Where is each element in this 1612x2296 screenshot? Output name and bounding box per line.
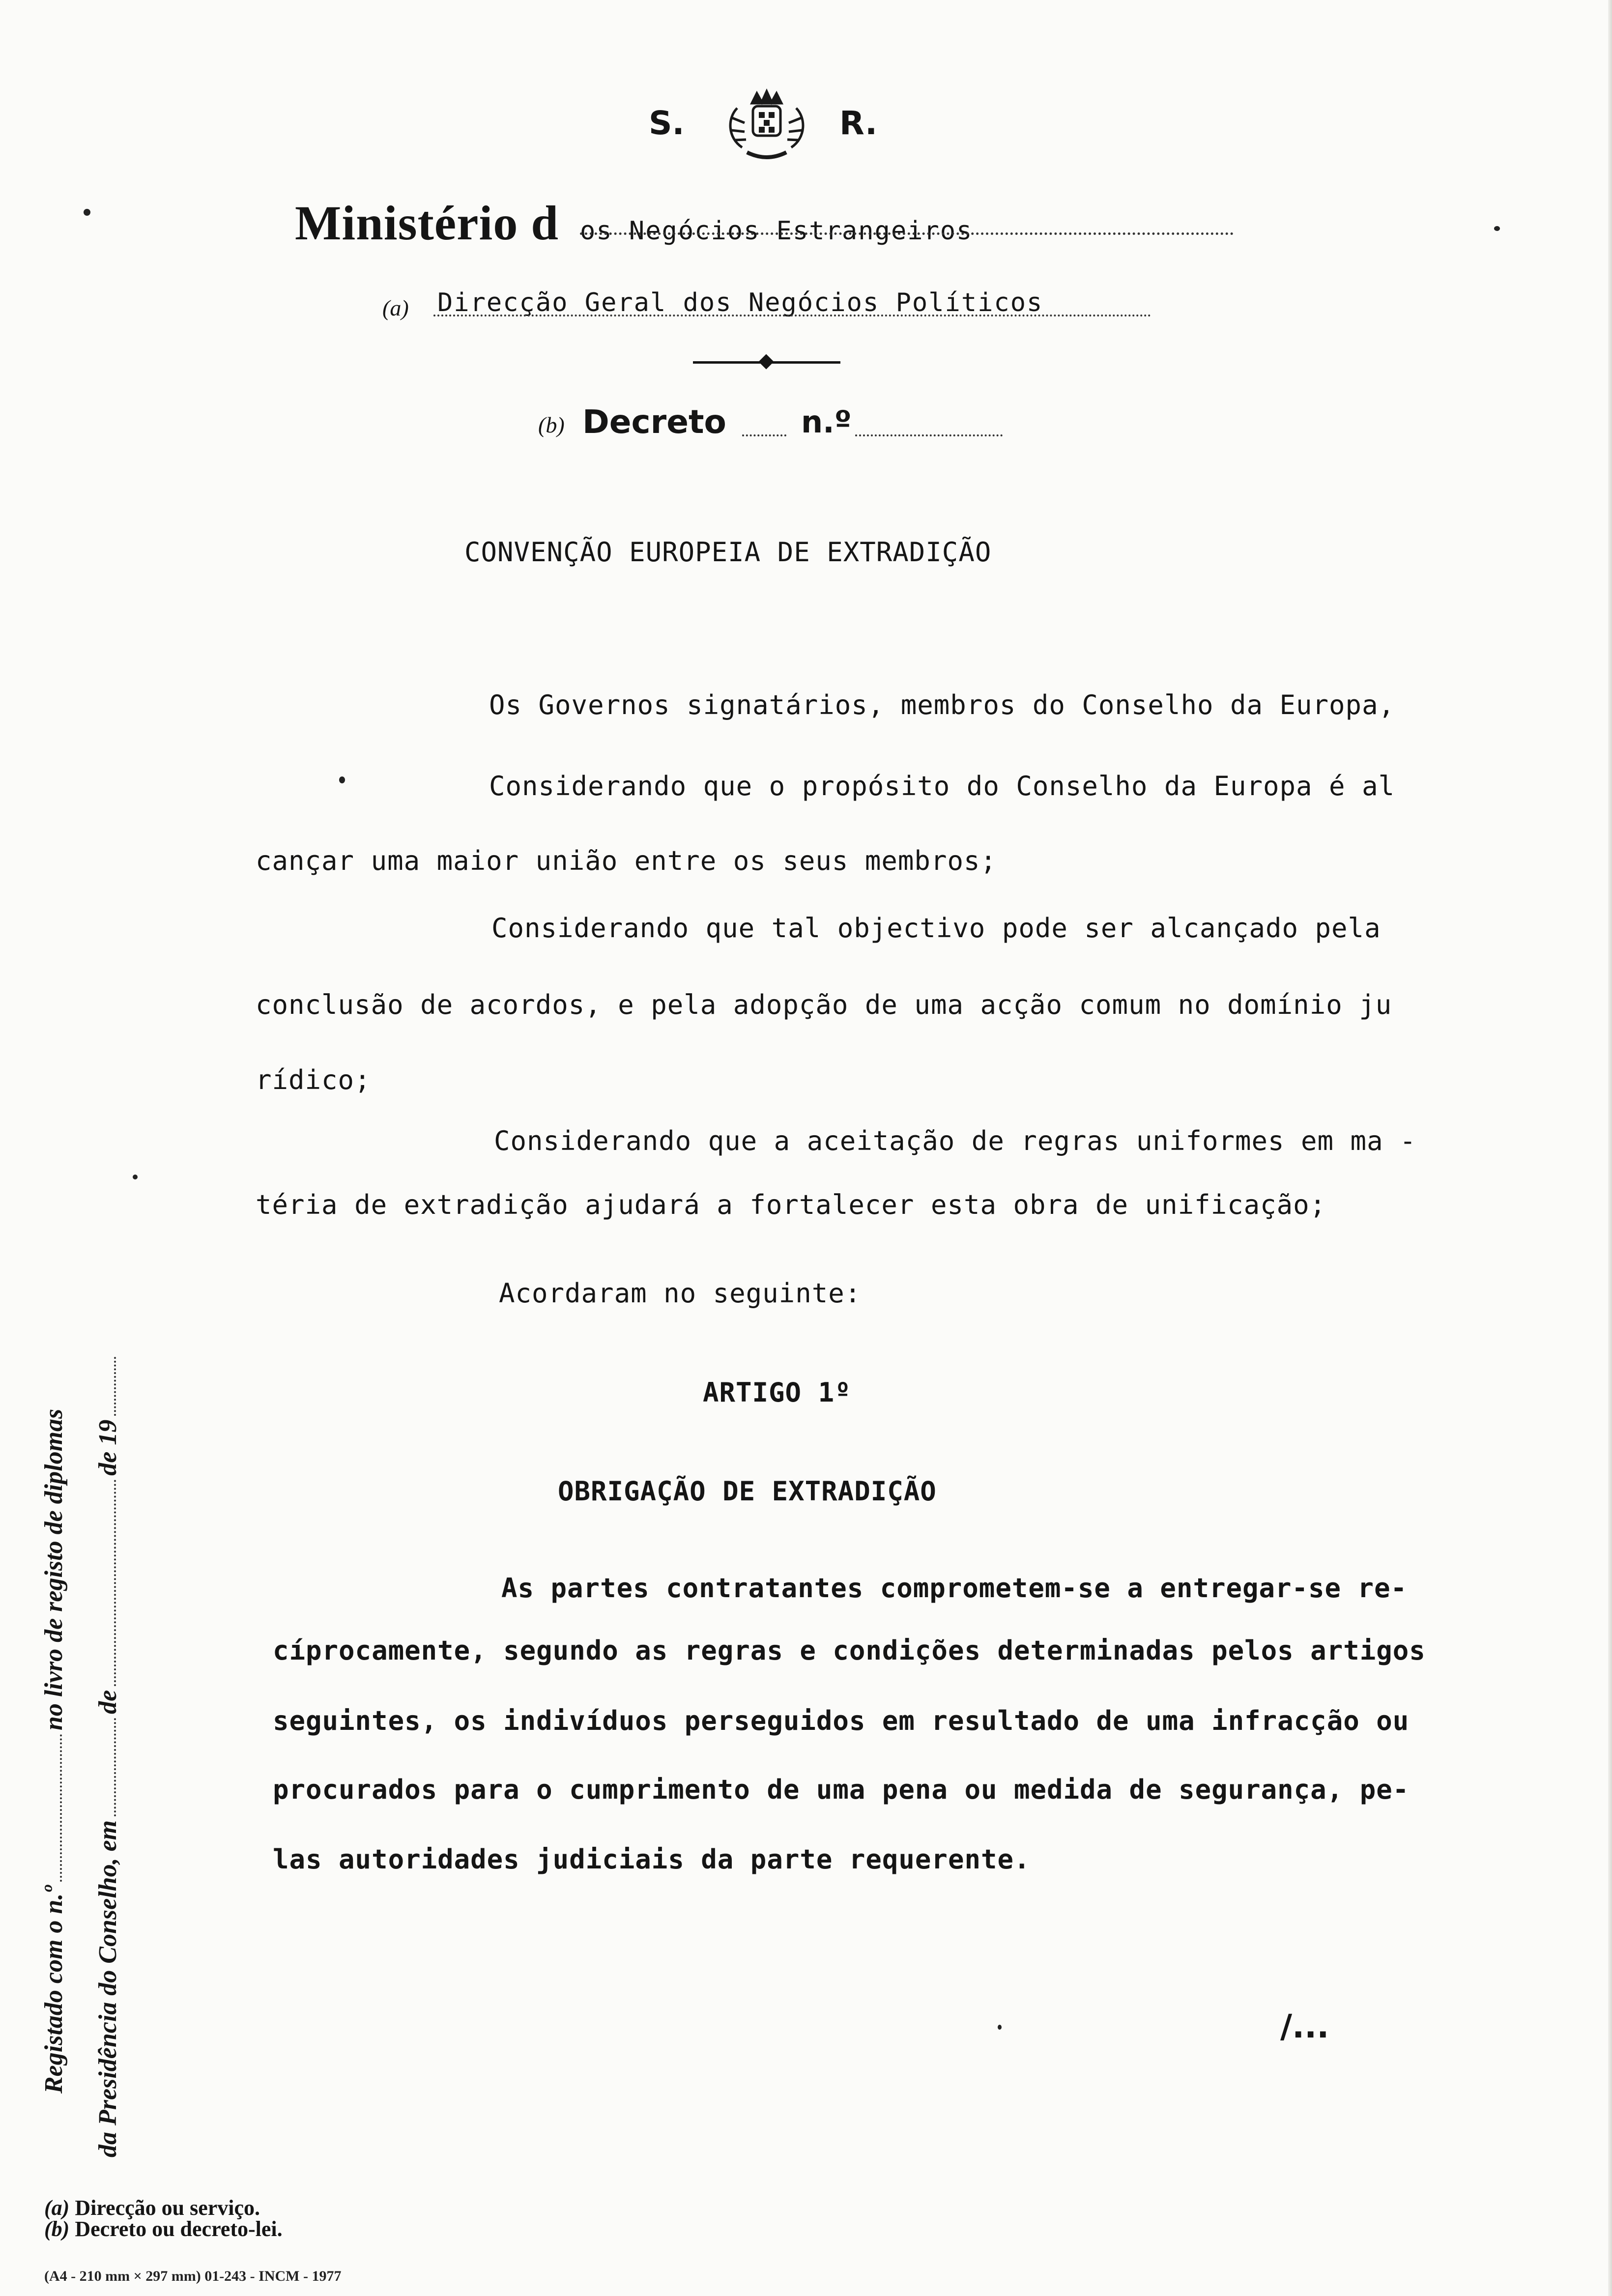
footnote-text: Decreto ou decreto-lei. <box>75 2217 283 2241</box>
direccao-marker: (a) <box>382 295 409 320</box>
margin-de-label: de <box>94 1690 122 1714</box>
article-title: OBRIGAÇÃO DE EXTRADIÇÃO <box>558 1476 937 1507</box>
body-line: Acordaram no seguinte: <box>499 1278 862 1309</box>
margin-livro-label: no livro de registo de diplomas <box>40 1408 68 1731</box>
margin-registo-label: Registado com o n.º <box>40 1886 68 2094</box>
article-line: cíprocamente, segundo as regras e condições determinadas pelos artigos <box>273 1635 1426 1666</box>
divider-diamond-icon <box>758 354 774 369</box>
coat-of-arms-icon <box>718 88 816 167</box>
header-s-initial: S. <box>649 104 685 142</box>
scan-speck <box>998 2025 1002 2030</box>
body-line: rídico; <box>256 1064 371 1095</box>
decreto-label: Decreto <box>582 403 726 441</box>
ministry-name-field: os Negócios Estrangeiros <box>580 216 973 246</box>
footnote-text: Direcção ou serviço. <box>75 2196 260 2220</box>
decreto-number-dotted-line <box>855 434 1003 436</box>
footnote-b <box>44 2216 283 2241</box>
article-line: procurados para o cumprimento de uma pena ou medida de segurança, pe- <box>273 1774 1410 1805</box>
header-r-initial: R. <box>839 104 878 142</box>
ministry-label: Ministério d <box>295 196 559 250</box>
scan-speck <box>133 1175 138 1179</box>
body-line: téria de extradição ajudará a fortalecer esta obra de unificação; <box>256 1189 1326 1220</box>
scan-speck <box>1494 226 1500 231</box>
article-line: las autoridades judiciais da parte requerente. <box>273 1844 1031 1875</box>
body-line: conclusão de acordos, e pela adopção de uma acção comum no domínio ju <box>256 989 1392 1020</box>
print-code: (A4 - 210 mm × 297 mm) 01-243 - INCM - 1977 <box>44 2268 342 2284</box>
page-edge-shadow <box>1608 0 1612 2296</box>
direccao-dotted-line <box>433 315 1151 316</box>
body-line: Considerando que a aceitação de regras uniformes em ma - <box>494 1125 1416 1156</box>
scan-speck <box>339 776 345 783</box>
margin-presidencia-label: da Presidência do Conselho, em <box>94 1820 122 2157</box>
margin-dotted-line <box>114 1357 116 1416</box>
margin-year-label: de 19 <box>94 1419 122 1476</box>
decreto-marker: (b) <box>538 412 565 437</box>
document-title: CONVENÇÃO EUROPEIA DE EXTRADIÇÃO <box>464 537 992 568</box>
decreto-number-label: n.º <box>801 404 852 440</box>
article-line: As partes contratantes comprometem-se a entregar-se re- <box>501 1573 1408 1604</box>
margin-dotted-line <box>59 1734 62 1882</box>
footnote-marker: (a) <box>44 2196 70 2220</box>
margin-registo-note <box>39 1160 79 2094</box>
body-line: Os Governos signatários, membros do Conselho da Europa, <box>489 689 1395 720</box>
ministry-dotted-line <box>580 232 1234 235</box>
continuation-mark: /... <box>1280 2008 1329 2045</box>
article-heading: ARTIGO 1º <box>703 1377 851 1408</box>
margin-dotted-line <box>114 1718 116 1816</box>
direccao-field: Direcção Geral dos Negócios Políticos <box>437 288 1043 317</box>
footnote-marker: (b) <box>44 2217 70 2241</box>
margin-presidencia-note <box>93 1224 133 2157</box>
margin-dotted-line <box>114 1480 116 1686</box>
scan-speck <box>84 209 90 216</box>
decreto-dotted-line <box>742 434 786 436</box>
body-line: Considerando que o propósito do Conselho da Europa é al <box>489 771 1395 802</box>
body-line: Considerando que tal objectivo pode ser alcançado pela <box>491 913 1381 944</box>
body-line: cançar uma maior união entre os seus membros; <box>256 845 997 876</box>
article-line: seguintes, os indivíduos perseguidos em resultado de uma infracção ou <box>273 1705 1410 1736</box>
